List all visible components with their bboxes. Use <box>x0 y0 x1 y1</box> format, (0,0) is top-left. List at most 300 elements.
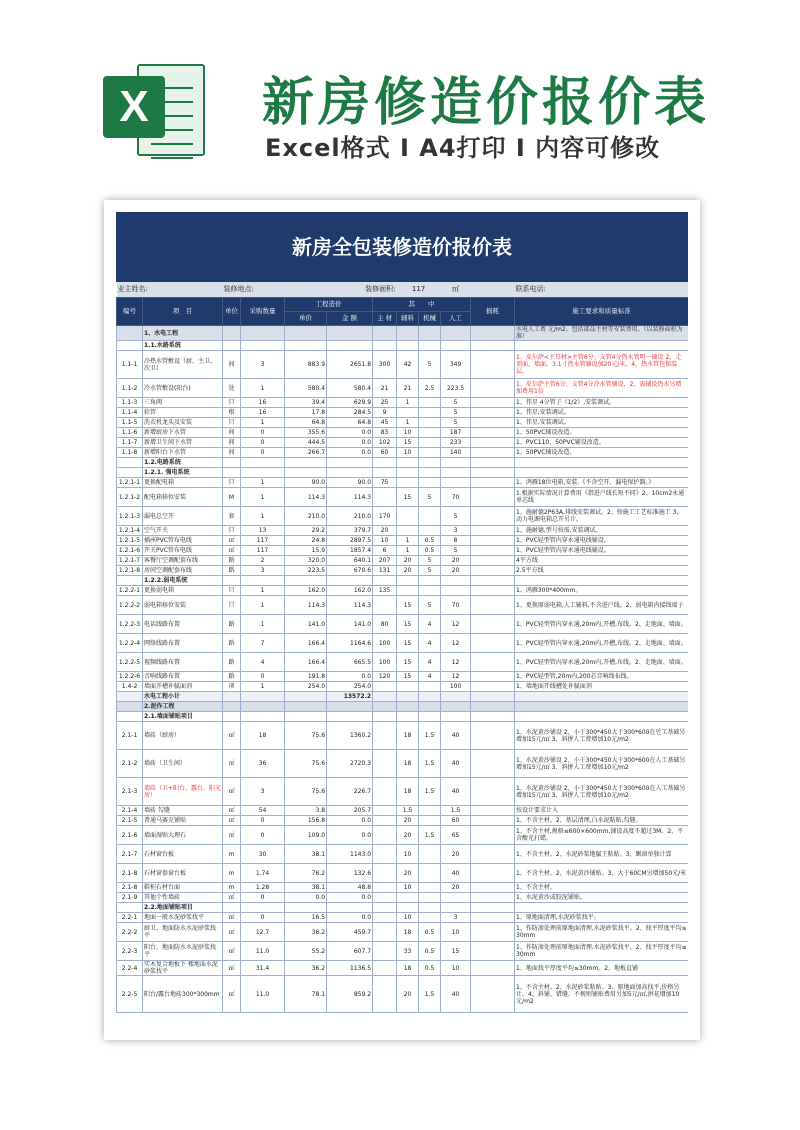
row-amount: 1857.4 <box>327 546 373 556</box>
quote-table <box>116 282 688 1013</box>
row-aux <box>397 526 419 536</box>
row-item: 冷热水管敷设（厨、主卫、次卫） <box>143 351 223 379</box>
row-amount: 48.8 <box>327 883 373 893</box>
row-machine: 1.5 <box>419 976 441 1013</box>
table-body <box>117 326 689 1013</box>
row-material: 80 <box>373 615 397 634</box>
row-unit: 路 <box>223 566 241 576</box>
row-no: 1.2.2-6 <box>117 672 143 682</box>
row-req <box>515 468 688 478</box>
row-price: 16.5 <box>285 913 327 923</box>
row-unit: ㎡ <box>223 750 241 778</box>
row-qty: 13 <box>241 526 285 536</box>
row-price: 15.9 <box>285 546 327 556</box>
row-aux <box>397 702 419 712</box>
row-req: 水电人工费 元/m2。包括部品主材等安装费用。（以装修面积为准） <box>515 326 688 341</box>
row-req: 1、鸿雁300*400mm。 <box>515 586 688 596</box>
table-row <box>117 806 689 816</box>
row-labor: 1.5 <box>441 806 471 816</box>
row-item: 厨卫、地面防水水泥砂浆找平 <box>143 923 223 942</box>
table-row <box>117 536 689 546</box>
row-qty: 1 <box>241 586 285 596</box>
row-material <box>373 883 397 893</box>
row-material: 300 <box>373 351 397 379</box>
row-qty: 4 <box>241 653 285 672</box>
row-price: 883.9 <box>285 351 327 379</box>
row-aux <box>397 682 419 692</box>
row-loss <box>471 488 515 507</box>
row-labor: 5 <box>441 546 471 556</box>
row-loss <box>471 976 515 1013</box>
row-amount: 1164.6 <box>327 634 373 653</box>
row-item: 开关PVC管布电线 <box>143 546 223 556</box>
row-item: 冷水管敷设(阳台) <box>143 379 223 398</box>
row-machine: 4 <box>419 672 441 682</box>
row-price: 78.1 <box>285 976 327 1013</box>
row-unit: ㎡ <box>223 976 241 1013</box>
row-aux: 18 <box>397 750 419 778</box>
row-unit: 间 <box>223 428 241 438</box>
row-material: 60 <box>373 448 397 458</box>
table-row <box>117 556 689 566</box>
row-qty: 1.28 <box>241 883 285 893</box>
row-qty: 0 <box>241 826 285 845</box>
row-item: 更换弱电箱 <box>143 586 223 596</box>
row-req: 1、PVC轻型管内穿永通电线辅设。 <box>515 536 688 546</box>
row-machine <box>419 448 441 458</box>
row-labor: 3 <box>441 526 471 536</box>
row-req: 1、PVC轻型管内穿永通,20m内,开槽,布线。2、走地面、墙面。 <box>515 634 688 653</box>
row-amount: 254.0 <box>327 682 373 692</box>
row-no: 1.1-8 <box>117 448 143 458</box>
row-price: 166.4 <box>285 634 327 653</box>
row-material: 6 <box>373 546 397 556</box>
row-unit: 路 <box>223 672 241 682</box>
row-material <box>373 692 397 702</box>
row-price <box>285 468 327 478</box>
row-aux: 18 <box>397 778 419 806</box>
row-req: 1、PVC110、50PVC辅设改造。 <box>515 438 688 448</box>
row-labor <box>441 903 471 913</box>
header-cost: 工程造价 <box>285 298 373 312</box>
row-material <box>373 326 397 341</box>
row-aux: 1 <box>397 546 419 556</box>
row-unit: 处 <box>223 379 241 398</box>
row-qty: 0 <box>241 428 285 438</box>
row-item: 新增厨房下水管 <box>143 428 223 438</box>
row-amount <box>327 576 373 586</box>
table-row <box>117 893 689 903</box>
row-aux: 18 <box>397 923 419 942</box>
row-req: 1、皮尔萨主管6分、支管4分冷水管辅设，2、需辅设热水另增加费用1倍 <box>515 379 688 398</box>
row-qty: 1 <box>241 682 285 692</box>
row-price <box>285 341 327 351</box>
row-amount: 0.0 <box>327 438 373 448</box>
row-amount <box>327 712 373 722</box>
row-loss <box>471 556 515 566</box>
row-unit: ㎡ <box>223 722 241 750</box>
row-unit: ㎡ <box>223 913 241 923</box>
row-loss <box>471 379 515 398</box>
row-loss <box>471 845 515 864</box>
row-item: 墙砖（厨房） <box>143 722 223 750</box>
row-machine: 5 <box>419 596 441 615</box>
row-req: 1、伟星 4分管子（1/2）,安装调试。 <box>515 398 688 408</box>
row-aux <box>397 458 419 468</box>
row-item: 三角阀 <box>143 398 223 408</box>
row-req: 1、更换原弱电箱,人工辅料,不含进户线。2、弱电箱内接线端子 <box>515 596 688 615</box>
row-item: 配电箱移位安装 <box>143 488 223 507</box>
row-material <box>373 722 397 750</box>
row-labor: 5 <box>441 398 471 408</box>
row-aux: 20 <box>397 976 419 1013</box>
row-no: 1.2.2-2 <box>117 596 143 615</box>
row-price: 114.3 <box>285 596 327 615</box>
row-loss <box>471 428 515 438</box>
row-req: 1、施耐德,型号按需,安装调试。 <box>515 526 688 536</box>
row-material <box>373 576 397 586</box>
row-item: 2.2.地面铺贴项目 <box>143 903 223 913</box>
row-price: 64.8 <box>285 418 327 428</box>
area-label: 装修面积: <box>327 282 397 298</box>
row-loss <box>471 826 515 845</box>
row-labor: 5 <box>441 408 471 418</box>
row-item: 水电工程小计 <box>143 692 223 702</box>
row-machine: 4 <box>419 615 441 634</box>
row-req: 1、作防渗处理前原地面清理,水泥砂浆找平。2、找平厚度平均≤30mm <box>515 942 688 961</box>
row-labor: 40 <box>441 864 471 883</box>
row-amount <box>327 458 373 468</box>
row-labor <box>441 893 471 903</box>
row-amount: 670.6 <box>327 566 373 576</box>
row-material: 100 <box>373 653 397 672</box>
row-req <box>515 576 688 586</box>
row-price: 75.6 <box>285 750 327 778</box>
row-aux: 1 <box>397 398 419 408</box>
owner-label: 业主姓名: <box>117 282 223 298</box>
row-amount: 0.0 <box>327 428 373 438</box>
row-req: 1、PVC轻型管,20m内,200芯音响线布线。 <box>515 672 688 682</box>
table-row <box>117 722 689 750</box>
row-price: 191.8 <box>285 672 327 682</box>
row-loss <box>471 682 515 692</box>
row-labor: 20 <box>441 556 471 566</box>
row-aux: 15 <box>397 653 419 672</box>
row-aux: 15 <box>397 438 419 448</box>
row-labor: 10 <box>441 923 471 942</box>
row-loss <box>471 778 515 806</box>
row-req: 1、不含主材。 <box>515 883 688 893</box>
row-labor: 5 <box>441 507 471 526</box>
row-price: 109.0 <box>285 826 327 845</box>
row-labor: 20 <box>441 883 471 893</box>
table-row <box>117 596 689 615</box>
row-aux: 20 <box>397 864 419 883</box>
row-machine: 1.5 <box>419 750 441 778</box>
row-req: 1、原地面清理,水泥砂浆找平。 <box>515 913 688 923</box>
row-material <box>373 961 397 976</box>
row-item: 洗衣机龙头及安装 <box>143 418 223 428</box>
row-unit: ㎡ <box>223 942 241 961</box>
table-row <box>117 351 689 379</box>
row-qty: 1 <box>241 615 285 634</box>
row-aux: 10 <box>397 883 419 893</box>
row-unit: 只 <box>223 586 241 596</box>
row-item: 石材窗台板 <box>143 845 223 864</box>
row-aux: 20 <box>397 566 419 576</box>
row-req: 1、水泥黄沙铺设 2、小于300*450大于300*600在人工基础另增加15元/㎡ 3、斜拼人工费增加10元/m2 <box>515 750 688 778</box>
row-labor: 70 <box>441 488 471 507</box>
row-loss <box>471 448 515 458</box>
table-row <box>117 976 689 1013</box>
row-loss <box>471 816 515 826</box>
row-aux: 18 <box>397 961 419 976</box>
row-aux <box>397 903 419 913</box>
row-loss <box>471 634 515 653</box>
row-aux: 15 <box>397 634 419 653</box>
row-machine <box>419 418 441 428</box>
row-no <box>117 692 143 702</box>
row-qty <box>241 903 285 913</box>
row-machine <box>419 893 441 903</box>
row-machine <box>419 526 441 536</box>
header-machine: 机械 <box>419 312 441 326</box>
row-no: 2.1-8 <box>117 883 143 893</box>
table-row <box>117 458 689 468</box>
row-no: 2.2-3 <box>117 942 143 961</box>
row-no: 2.1-8 <box>117 864 143 883</box>
row-labor <box>441 468 471 478</box>
row-qty: 1 <box>241 488 285 507</box>
row-machine: 0.5 <box>419 546 441 556</box>
table-row <box>117 883 689 893</box>
row-req: 1、伟星,安装调试。 <box>515 408 688 418</box>
row-machine <box>419 864 441 883</box>
row-no: 2.1-3 <box>117 778 143 806</box>
row-material <box>373 341 397 351</box>
row-item: 墙砖（卫生间） <box>143 750 223 778</box>
row-item: 阳台、地面防水水泥砂浆找平 <box>143 942 223 961</box>
table-row <box>117 702 689 712</box>
row-qty: 117 <box>241 536 285 546</box>
row-aux <box>397 468 419 478</box>
row-price: 38.1 <box>285 845 327 864</box>
row-amount <box>327 702 373 712</box>
row-unit: ㎡ <box>223 826 241 845</box>
row-unit: m <box>223 883 241 893</box>
row-no: 1.2.1-7 <box>117 556 143 566</box>
row-qty: 1 <box>241 478 285 488</box>
row-req: 1、不含主材。2、水泥砂浆地腻王粘贴。3、飘窗单独计算 <box>515 845 688 864</box>
row-price: 210.0 <box>285 507 327 526</box>
row-labor: 187 <box>441 428 471 438</box>
row-amount: 0.0 <box>327 672 373 682</box>
table-row <box>117 826 689 845</box>
row-no: 2.1-7 <box>117 845 143 864</box>
row-req: 1、水泥黄沙铺设 2、小于300*450大于300*600在인工基础另增加15元/㎡ 3、斜拼人工费增加10元/m2 <box>515 722 688 750</box>
row-loss <box>471 507 515 526</box>
row-amount: 162.0 <box>327 586 373 596</box>
row-labor: 349 <box>441 351 471 379</box>
row-amount: 665.5 <box>327 653 373 672</box>
row-no: 1.2.1-1 <box>117 478 143 488</box>
row-amount: 1360.2 <box>327 722 373 750</box>
row-machine <box>419 702 441 712</box>
row-aux: 33 <box>397 942 419 961</box>
row-unit: 只 <box>223 418 241 428</box>
row-no: 1.1-6 <box>117 428 143 438</box>
row-req: 1、墙地面开线槽处补腻面剂 <box>515 682 688 692</box>
row-aux: 1 <box>397 418 419 428</box>
row-unit: ㎡ <box>223 536 241 546</box>
row-loss <box>471 883 515 893</box>
row-no: 2.1-2 <box>117 750 143 778</box>
row-price: 114.3 <box>285 488 327 507</box>
row-labor: 40 <box>441 750 471 778</box>
row-no: 2.2-1 <box>117 913 143 923</box>
row-qty: 31.4 <box>241 961 285 976</box>
row-labor: 12 <box>441 672 471 682</box>
row-unit: 间 <box>223 351 241 379</box>
row-aux: 10 <box>397 428 419 438</box>
row-aux <box>397 576 419 586</box>
row-item: 石材窗套窗台板 <box>143 864 223 883</box>
excel-logo-icon <box>103 58 203 158</box>
row-labor: 233 <box>441 438 471 448</box>
row-machine <box>419 576 441 586</box>
row-unit: 根 <box>223 408 241 418</box>
row-amount: 459.7 <box>327 923 373 942</box>
row-item: 阳台/露台地砖300*300mm <box>143 976 223 1013</box>
row-unit: m <box>223 864 241 883</box>
row-amount: 210.0 <box>327 507 373 526</box>
row-amount: 1136.5 <box>327 961 373 976</box>
row-aux <box>397 408 419 418</box>
row-machine <box>419 883 441 893</box>
row-material <box>373 826 397 845</box>
row-material <box>373 468 397 478</box>
row-unit: M <box>223 488 241 507</box>
row-no: 2.1-6 <box>117 826 143 845</box>
row-req: 4平方线 <box>515 556 688 566</box>
row-material <box>373 596 397 615</box>
row-req: 1、50PVC辅设改造。 <box>515 448 688 458</box>
row-no: 1.2.1-3 <box>117 507 143 526</box>
row-aux <box>397 893 419 903</box>
row-loss <box>471 923 515 942</box>
row-amount: 226.7 <box>327 778 373 806</box>
row-no: 1.2.1-2 <box>117 488 143 507</box>
row-machine: 5 <box>419 351 441 379</box>
table-row <box>117 408 689 418</box>
row-unit: 只 <box>223 596 241 615</box>
row-no <box>117 576 143 586</box>
row-labor: 40 <box>441 778 471 806</box>
table-row <box>117 961 689 976</box>
row-unit: ㎡ <box>223 806 241 816</box>
row-unit: ㎡ <box>223 778 241 806</box>
row-machine: 0.5 <box>419 942 441 961</box>
row-no: 1.1-7 <box>117 438 143 448</box>
row-loss <box>471 438 515 448</box>
row-price: 320.0 <box>285 556 327 566</box>
row-aux: 15 <box>397 596 419 615</box>
row-item: 1.2.电路系统 <box>143 458 223 468</box>
row-price: 580.4 <box>285 379 327 398</box>
row-qty: 11.0 <box>241 976 285 1013</box>
row-amount: 640.1 <box>327 556 373 566</box>
row-loss <box>471 913 515 923</box>
row-no: 2.1-4 <box>117 806 143 816</box>
row-price: 141.0 <box>285 615 327 634</box>
row-amount: 0.0 <box>327 893 373 903</box>
row-price: 39.4 <box>285 398 327 408</box>
row-material <box>373 712 397 722</box>
row-unit <box>223 458 241 468</box>
row-aux: 15 <box>397 488 419 507</box>
row-amount: 284.5 <box>327 408 373 418</box>
row-aux: 42 <box>397 351 419 379</box>
row-price: 355.6 <box>285 428 327 438</box>
row-qty <box>241 576 285 586</box>
row-amount: 0.0 <box>327 448 373 458</box>
table-row <box>117 478 689 488</box>
row-unit <box>223 702 241 712</box>
row-unit: 间 <box>223 438 241 448</box>
row-loss <box>471 702 515 712</box>
row-unit <box>223 712 241 722</box>
row-machine: 1.5 <box>419 826 441 845</box>
row-amount: 859.2 <box>327 976 373 1013</box>
row-amount: 64.8 <box>327 418 373 428</box>
table-row <box>117 816 689 826</box>
row-amount: 2720.3 <box>327 750 373 778</box>
row-qty: 11.0 <box>241 942 285 961</box>
row-amount: 132.6 <box>327 864 373 883</box>
row-amount: 141.0 <box>327 615 373 634</box>
row-req: 1、施耐德2P63A,排线安装调试。2、按施工工艺标准施工 3、动力电源电箱总开另计。 <box>515 507 688 526</box>
row-price: 266.7 <box>285 448 327 458</box>
row-unit: ㎡ <box>223 546 241 556</box>
row-aux: 20 <box>397 816 419 826</box>
row-item: 房间空调配套布线 <box>143 566 223 576</box>
row-loss <box>471 546 515 556</box>
table-row <box>117 326 689 341</box>
header-item: 项 目 <box>143 298 223 326</box>
row-item: 视频线路布置 <box>143 653 223 672</box>
row-price: 223.5 <box>285 566 327 576</box>
row-loss <box>471 351 515 379</box>
table-row <box>117 682 689 692</box>
row-qty: 7 <box>241 634 285 653</box>
row-price: 90.0 <box>285 478 327 488</box>
row-req: 1、不含主材,规格≤600×600mm,铺设高度不超过3M。2、不含酸光打蜡。 <box>515 826 688 845</box>
row-req: 1、水泥黄沙或胶泥铺贴。 <box>515 893 688 903</box>
row-machine <box>419 806 441 816</box>
row-labor: 140 <box>441 448 471 458</box>
header-material: 主 材 <box>373 312 397 326</box>
row-qty <box>241 468 285 478</box>
header-req: 施工要求和质量标准 <box>515 298 688 326</box>
row-material: 207 <box>373 556 397 566</box>
address-label: 装修地点: <box>223 282 327 298</box>
row-item: 客餐厅空调配套布线 <box>143 556 223 566</box>
row-loss <box>471 903 515 913</box>
row-qty: 36 <box>241 750 285 778</box>
row-machine <box>419 712 441 722</box>
row-req: 1、PVC轻型管内穿永通电线辅设。 <box>515 546 688 556</box>
row-amount: 205.7 <box>327 806 373 816</box>
